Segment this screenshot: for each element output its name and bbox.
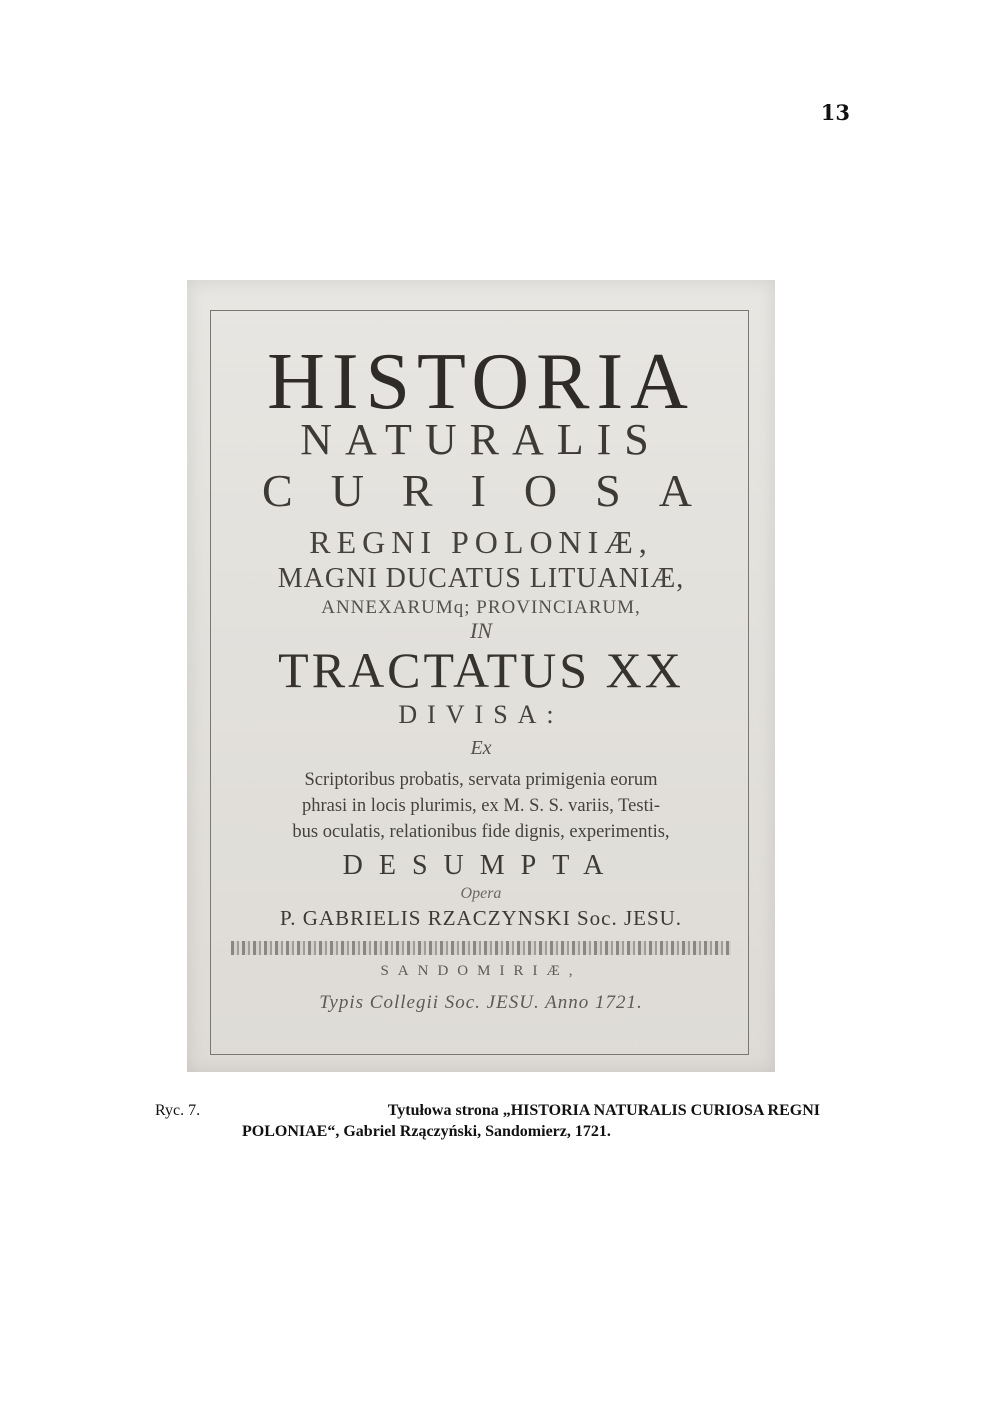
title-page-imprint: Typis Collegii Soc. JESU. Anno 1721.: [319, 992, 643, 1013]
title-page-line-tractatus: TRACTATUS XX: [278, 642, 684, 698]
title-page-line-curiosa: CURIOSA: [262, 465, 730, 516]
title-page-line-regni: REGNI POLONIÆ,: [309, 524, 653, 560]
title-page-body: [187, 767, 775, 845]
title-page-body-line: bus oculatis, relationibus fide dignis, experimentis,: [292, 822, 670, 842]
title-page-title: HISTORIA: [267, 338, 695, 426]
title-page-body-line: Scriptoribus probatis, servata primigenia eorum: [304, 770, 658, 790]
title-page-line-magni-ducatus: MAGNI DUCATUS LITUANIÆ,: [277, 563, 685, 594]
ornamental-rule: [231, 941, 731, 955]
title-page-author: P. GABRIELIS RZACZYNSKI Soc. JESU.: [279, 906, 683, 930]
caption-label: Ryc. 7.: [155, 1102, 201, 1119]
title-page-line-in: IN: [470, 618, 492, 643]
caption-line-1: [155, 1100, 820, 1121]
title-page-line-ex: Ex: [470, 737, 492, 759]
title-page-line-naturalis: NATURALIS: [300, 415, 662, 464]
title-page-line-divisa: DIVISA:: [398, 700, 564, 729]
title-page-line-provinciarum: ANNEXARUMq; PROVINCIARUM,: [321, 597, 641, 618]
title-page-line-desumpta: DESUMPTA: [342, 850, 620, 881]
figure-caption: [155, 1100, 820, 1142]
title-page-body-line: phrasi in locis plurimis, ex M. S. S. variis, Testi-: [301, 796, 661, 816]
caption-text-1: Tytułowa strona „HISTORIA NATURALIS CURIOSA REGNI: [387, 1102, 820, 1119]
title-page-place: SANDOMIRIÆ,: [380, 963, 582, 979]
title-page-photograph: [187, 280, 775, 1072]
page-number: 13: [820, 100, 850, 125]
title-page-line-opera: Opera: [460, 885, 502, 902]
caption-text-2: POLONIAE“, Gabriel Rzączyński, Sandomierz, 1721.: [242, 1123, 611, 1140]
